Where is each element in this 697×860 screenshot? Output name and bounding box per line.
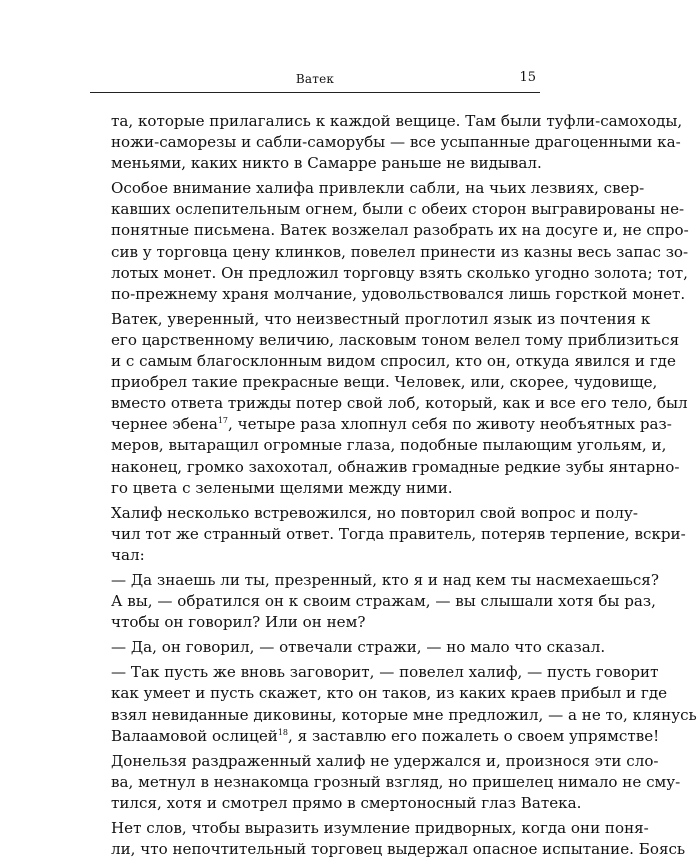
body-text (90, 111, 697, 860)
text-line: его царственному величию, ласковым тоном велел тому приблизиться (111, 330, 680, 349)
paragraph (90, 818, 686, 860)
text-line: меров, вытаращил огромные глаза, подобные пылающим угольям, и, (111, 436, 667, 455)
paragraph (90, 637, 606, 658)
paragraph (90, 662, 697, 746)
page-number: 15 (519, 70, 536, 85)
text-line: меньями, каких никто в Самарре раньше не видывал. (111, 154, 542, 173)
text-line: сив у торговца цену клинков, повелел принести из казны весь запас зо- (111, 242, 689, 261)
text-line: приобрел такие прекрасные вещи. Человек, или, скорее, чудовище, (111, 373, 658, 392)
text-line: Валаамовой ослицей$^{18}$, я заставлю его пожалеть о своем упрямстве! (111, 726, 660, 745)
text-line: лотых монет. Он предложил торговцу взять сколько угодно золота; тот, (111, 263, 688, 282)
paragraph (90, 309, 688, 499)
text-line: — Да, он говорил, — отвечали стражи, — но мало что сказал. (111, 638, 606, 657)
paragraph (90, 570, 659, 633)
paragraph (90, 111, 683, 174)
text-line: вместо ответа трижды потер свой лоб, который, как и все его тело, был (111, 394, 688, 413)
text-line: понятные письмена. Ватек возжелал разобрать их на досуге и, не спро- (111, 221, 689, 240)
text-line: Нет слов, чтобы выразить изумление придворных, когда они поня- (111, 819, 649, 837)
footnote-ref[interactable]: 18 (277, 727, 289, 737)
paragraph (90, 503, 686, 566)
text-line: го цвета с зелеными щелями между ними. (111, 478, 453, 497)
text-line: чернее эбена$^{17}$, четыре раза хлопнул себя по животу необъятных раз- (111, 415, 672, 434)
text-line: ли, что непочтительный торговец выдержал опасное испытание. Боясь (111, 840, 686, 859)
text-line: кавших ослепительным огнем, были с обеих сторон выгравированы не- (111, 200, 685, 219)
text-line: взял невиданные диковины, которые мне предложил, — а не то, клянусь (111, 705, 697, 724)
running-header (90, 70, 540, 93)
text-line: ножи-саморезы и сабли-саморубы — все усыпанные драгоценными ка- (111, 133, 681, 152)
text-line: А вы, — обратился он к своим стражам, — вы слышали хотя бы раз, (111, 592, 656, 611)
text-line: по-прежнему храня молчание, удовольствовался лишь горсткой монет. (111, 284, 686, 303)
text-line: — Так пусть же вновь заговорит, — повелел халиф, — пусть говорит (111, 663, 659, 682)
text-line: ва, метнул в незнакомца грозный взгляд, но пришелец нимало не сму- (111, 772, 681, 791)
text-line: чал: (111, 545, 145, 564)
text-line: — Да знаешь ли ты, презренный, кто я и над кем ты насмехаешься? (111, 570, 659, 589)
text-line: Халиф несколько встревожился, но повторил свой вопрос и полу- (111, 503, 638, 522)
text-line: Особое внимание халифа привлекли сабли, на чьих лезвиях, свер- (111, 179, 645, 198)
paragraph (90, 178, 689, 305)
text-line: чтобы он говорил? Или он нем? (111, 613, 366, 632)
paragraph (90, 751, 681, 814)
text-line: Донельзя раздраженный халиф не удержался и, произнося эти сло- (111, 751, 659, 770)
text-line: и с самым благосклонным видом спросил, кто он, откуда явился и где (111, 352, 676, 371)
text-line: та, которые прилагались к каждой вещице. Там были туфли-самоходы, (111, 112, 683, 130)
text-line: чил тот же странный ответ. Тогда правитель, потеряв терпение, вскри- (111, 524, 686, 543)
running-title: Ватек (295, 72, 335, 86)
footnote-ref[interactable]: 17 (217, 416, 229, 426)
text-line: тился, хотя и смотрел прямо в смертоносный глаз Ватека. (111, 793, 582, 812)
text-line: Ватек, уверенный, что неизвестный проглотил язык из почтения к (111, 309, 651, 328)
text-line: как умеет и пусть скажет, кто он таков, из каких краев прибыл и где (111, 684, 668, 703)
text-line: наконец, громко захохотал, обнажив громадные редкие зубы янтарно- (111, 457, 680, 476)
